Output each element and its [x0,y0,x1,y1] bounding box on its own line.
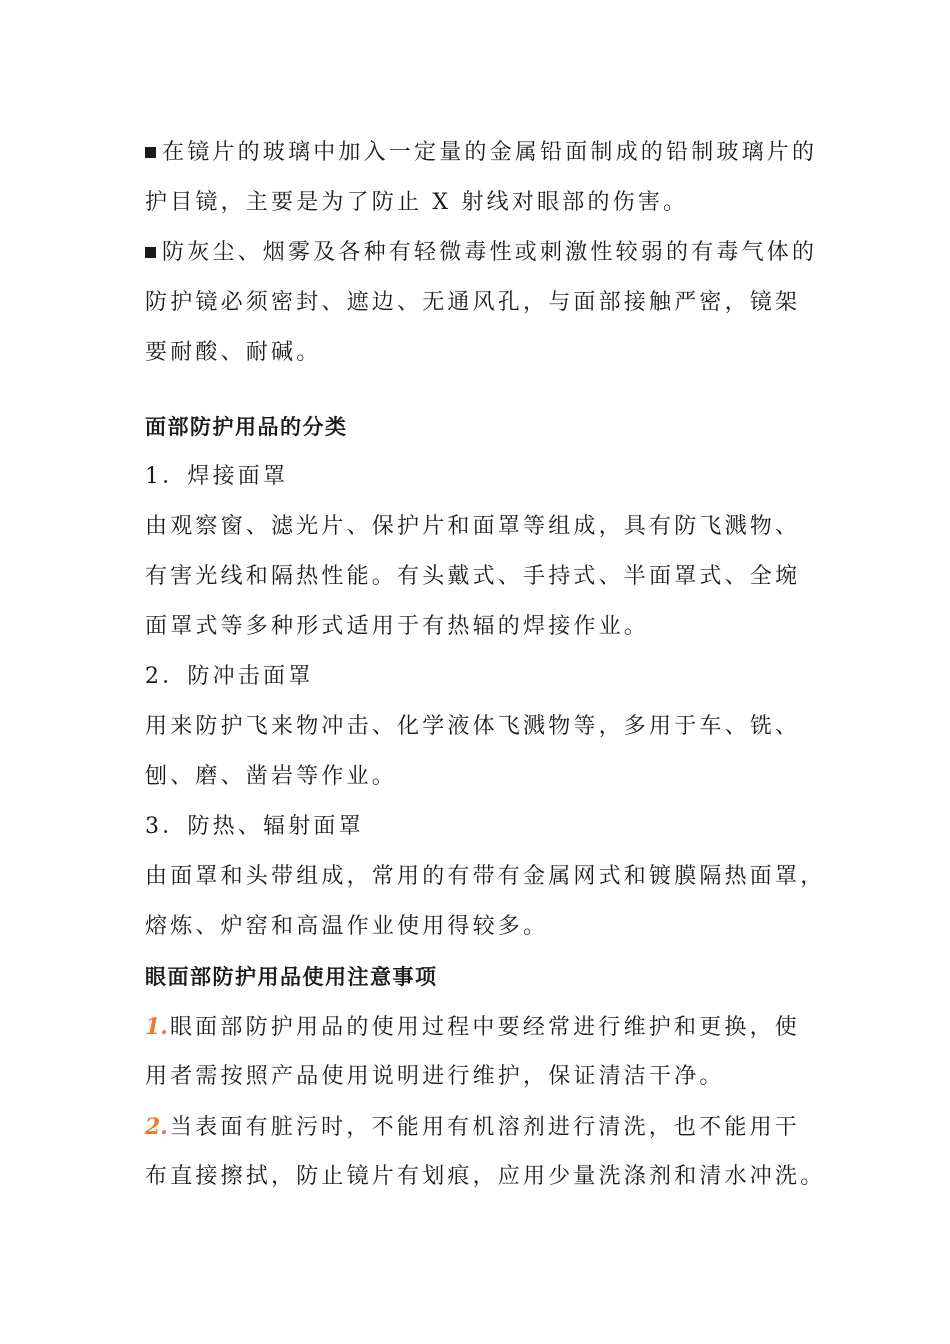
paragraph-text: 防灰尘、烟雾及各种有轻微毒性或刺激性较弱的有毒气体的 [162,240,818,265]
section-heading-classification: 面部防护用品的分类 [145,415,348,439]
paragraph-continuation: 要耐酸、耐碱。 [145,340,322,365]
subheading-impact-mask: 2．防冲击面罩 [145,664,314,689]
body-line: 由观察窗、滤光片、保护片和面罩等组成，具有防飞溅物、 [145,514,801,539]
paragraph-lead-glass [145,128,818,178]
square-bullet-icon [145,147,156,158]
list-number: 1. [145,1014,168,1040]
paragraph-text: 在镜片的玻璃中加入一定量的金属铅面制成的铅制玻璃片的 [162,140,818,165]
body-line: 用者需按照产品使用说明进行维护，保证清洁干净。 [145,1064,725,1089]
square-bullet-icon [145,247,156,258]
list-number: 2. [145,1114,168,1140]
subheading-welding-mask: 1．焊接面罩 [145,464,289,489]
body-line: 熔炼、炉窑和高温作业使用得较多。 [145,914,549,939]
body-line: 用来防护飞来物冲击、化学液体飞溅物等，多用于车、铣、 [145,714,801,739]
precaution-item-1 [145,1002,810,1052]
body-line: 布直接擦拭，防止镜片有划痕，应用少量洗涤剂和清水冲洗。 [145,1164,826,1189]
precaution-item-2 [145,1102,810,1152]
body-line: 由面罩和头带组成，常用的有带有金属网式和镀膜隔热面罩， [145,864,826,889]
document-page [145,128,826,1202]
section-heading-precautions: 眼面部防护用品使用注意事项 [145,965,438,989]
precaution-text: 眼面部防护用品的使用过程中要经常进行维护和更换，使 [169,1015,800,1040]
body-line: 面罩式等多种形式适用于有热辐的焊接作业。 [145,614,650,639]
section-gap [145,378,810,402]
paragraph-continuation: 护目镜，主要是为了防止 X 射线对眼部的伤害。 [145,190,689,215]
body-line: 有害光线和隔热性能。有头戴式、手持式、半面罩式、全埦 [145,564,801,589]
precaution-text: 当表面有脏污时，不能用有机溶剂进行清洗，也不能用干 [169,1115,800,1140]
subheading-heat-radiation-mask: 3．防热、辐射面罩 [145,814,364,839]
body-line: 刨、磨、凿岩等作业。 [145,764,398,789]
paragraph-continuation: 防护镜必须密封、遮边、无通风孔，与面部接触严密，镜架 [145,290,801,315]
paragraph-dust-goggles [145,228,818,278]
